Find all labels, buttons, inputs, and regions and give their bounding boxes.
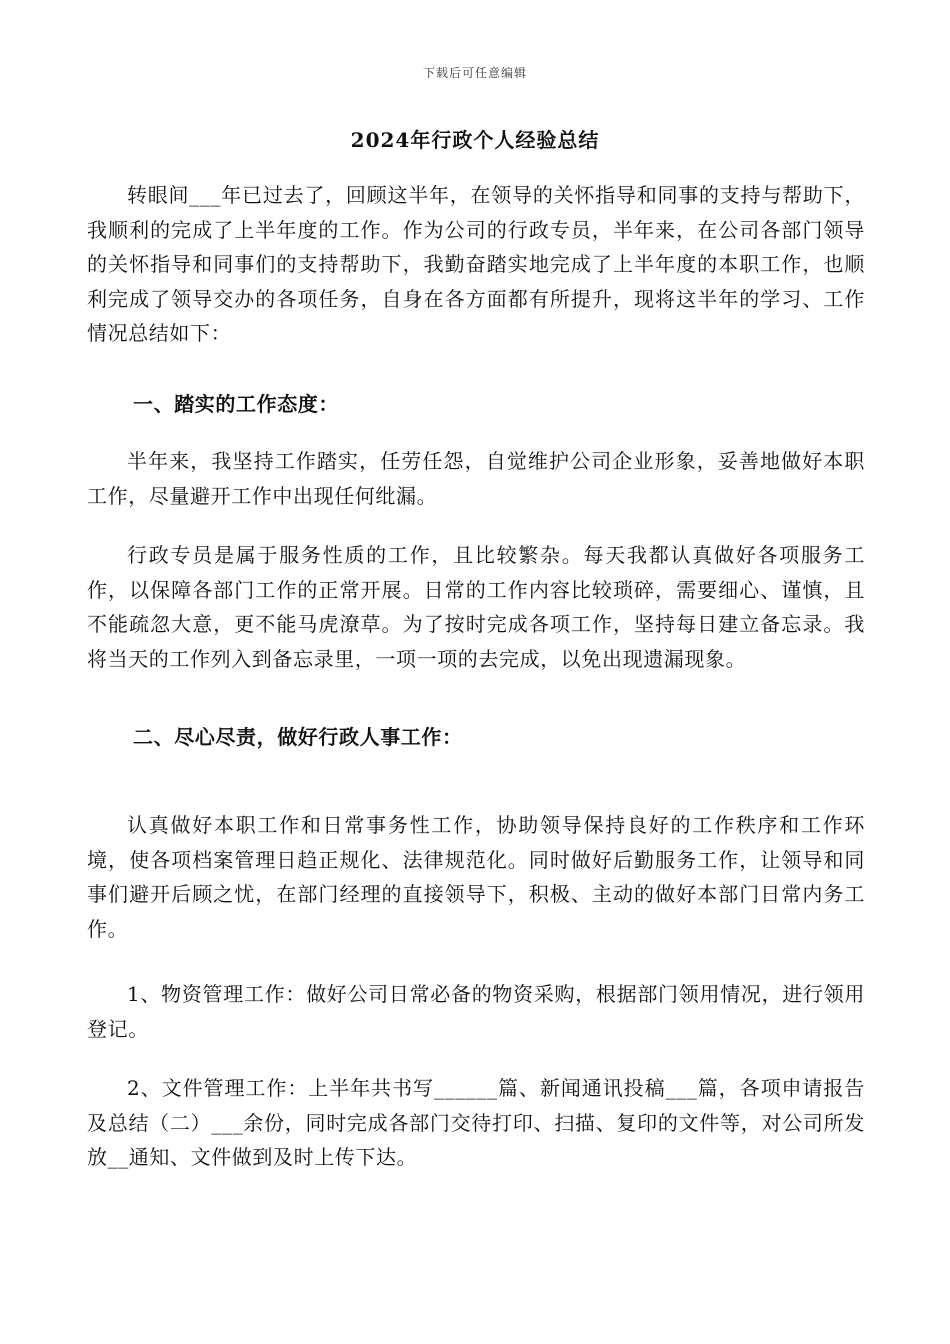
header-note: 下载后可任意编辑 (422, 66, 527, 80)
section-heading-2: 二、尽心尽责，做好行政人事工作： (133, 725, 463, 749)
paragraph-4: 1、物资管理工作：做好公司日常必备的物资采购，根据部门领用情况，进行领用登记。 (87, 982, 865, 1041)
section-heading-1: 一、踏实的工作态度： (133, 392, 339, 416)
paragraph-2: 行政专员是属于服务性质的工作，且比较繁杂。每天我都认真做好各项服务工作，以保障各部门工作的正常开展。日常的工作内容比较琐碎，需要细心、谨慎，且不能疏忽大意，更不能马虎潦草。为了按时完成各项工作，坚持每日建立备忘录。我将当天的工作列入到备忘录里，一项一项的去完成，以免出现遗漏现象。 (87, 543, 865, 671)
paragraph-intro: 转眼间___年已过去了，回顾这半年，在领导的关怀指导和同事的支持与帮助下，我顺利的完成了上半年度的工作。作为公司的行政专员，半年来，在公司各部门领导的关怀指导和同事们的支持帮助下，我勤奋踏实地完成了上半年度的本职工作，也顺利完成了领导交办的各项任务，自身在各方面都有所提升，现将这半年的学习、工作情况总结如下： (87, 183, 865, 345)
paragraph-3: 认真做好本职工作和日常事务性工作，协助领导保持良好的工作秩序和工作环境，使各项档案管理日趋正规化、法律规范化。同时做好后勤服务工作，让领导和同事们避开后顾之忧，在部门经理的直接领导下，积极、主动的做好本部门日常内务工作。 (87, 813, 865, 941)
paragraph-1: 半年来，我坚持工作踏实，任劳任怨，自觉维护公司企业形象，妥善地做好本职工作，尽量避开工作中出现任何纰漏。 (87, 449, 865, 508)
paragraph-5: 2、文件管理工作：上半年共书写______篇、新闻通讯投稿___篇，各项申请报告及总结（二）___余份，同时完成各部门交待打印、扫描、复印的文件等，对公司所发放__通知、文件做到及时上传下达。 (87, 1076, 865, 1169)
page-title: 2024年行政个人经验总结 (350, 128, 600, 152)
